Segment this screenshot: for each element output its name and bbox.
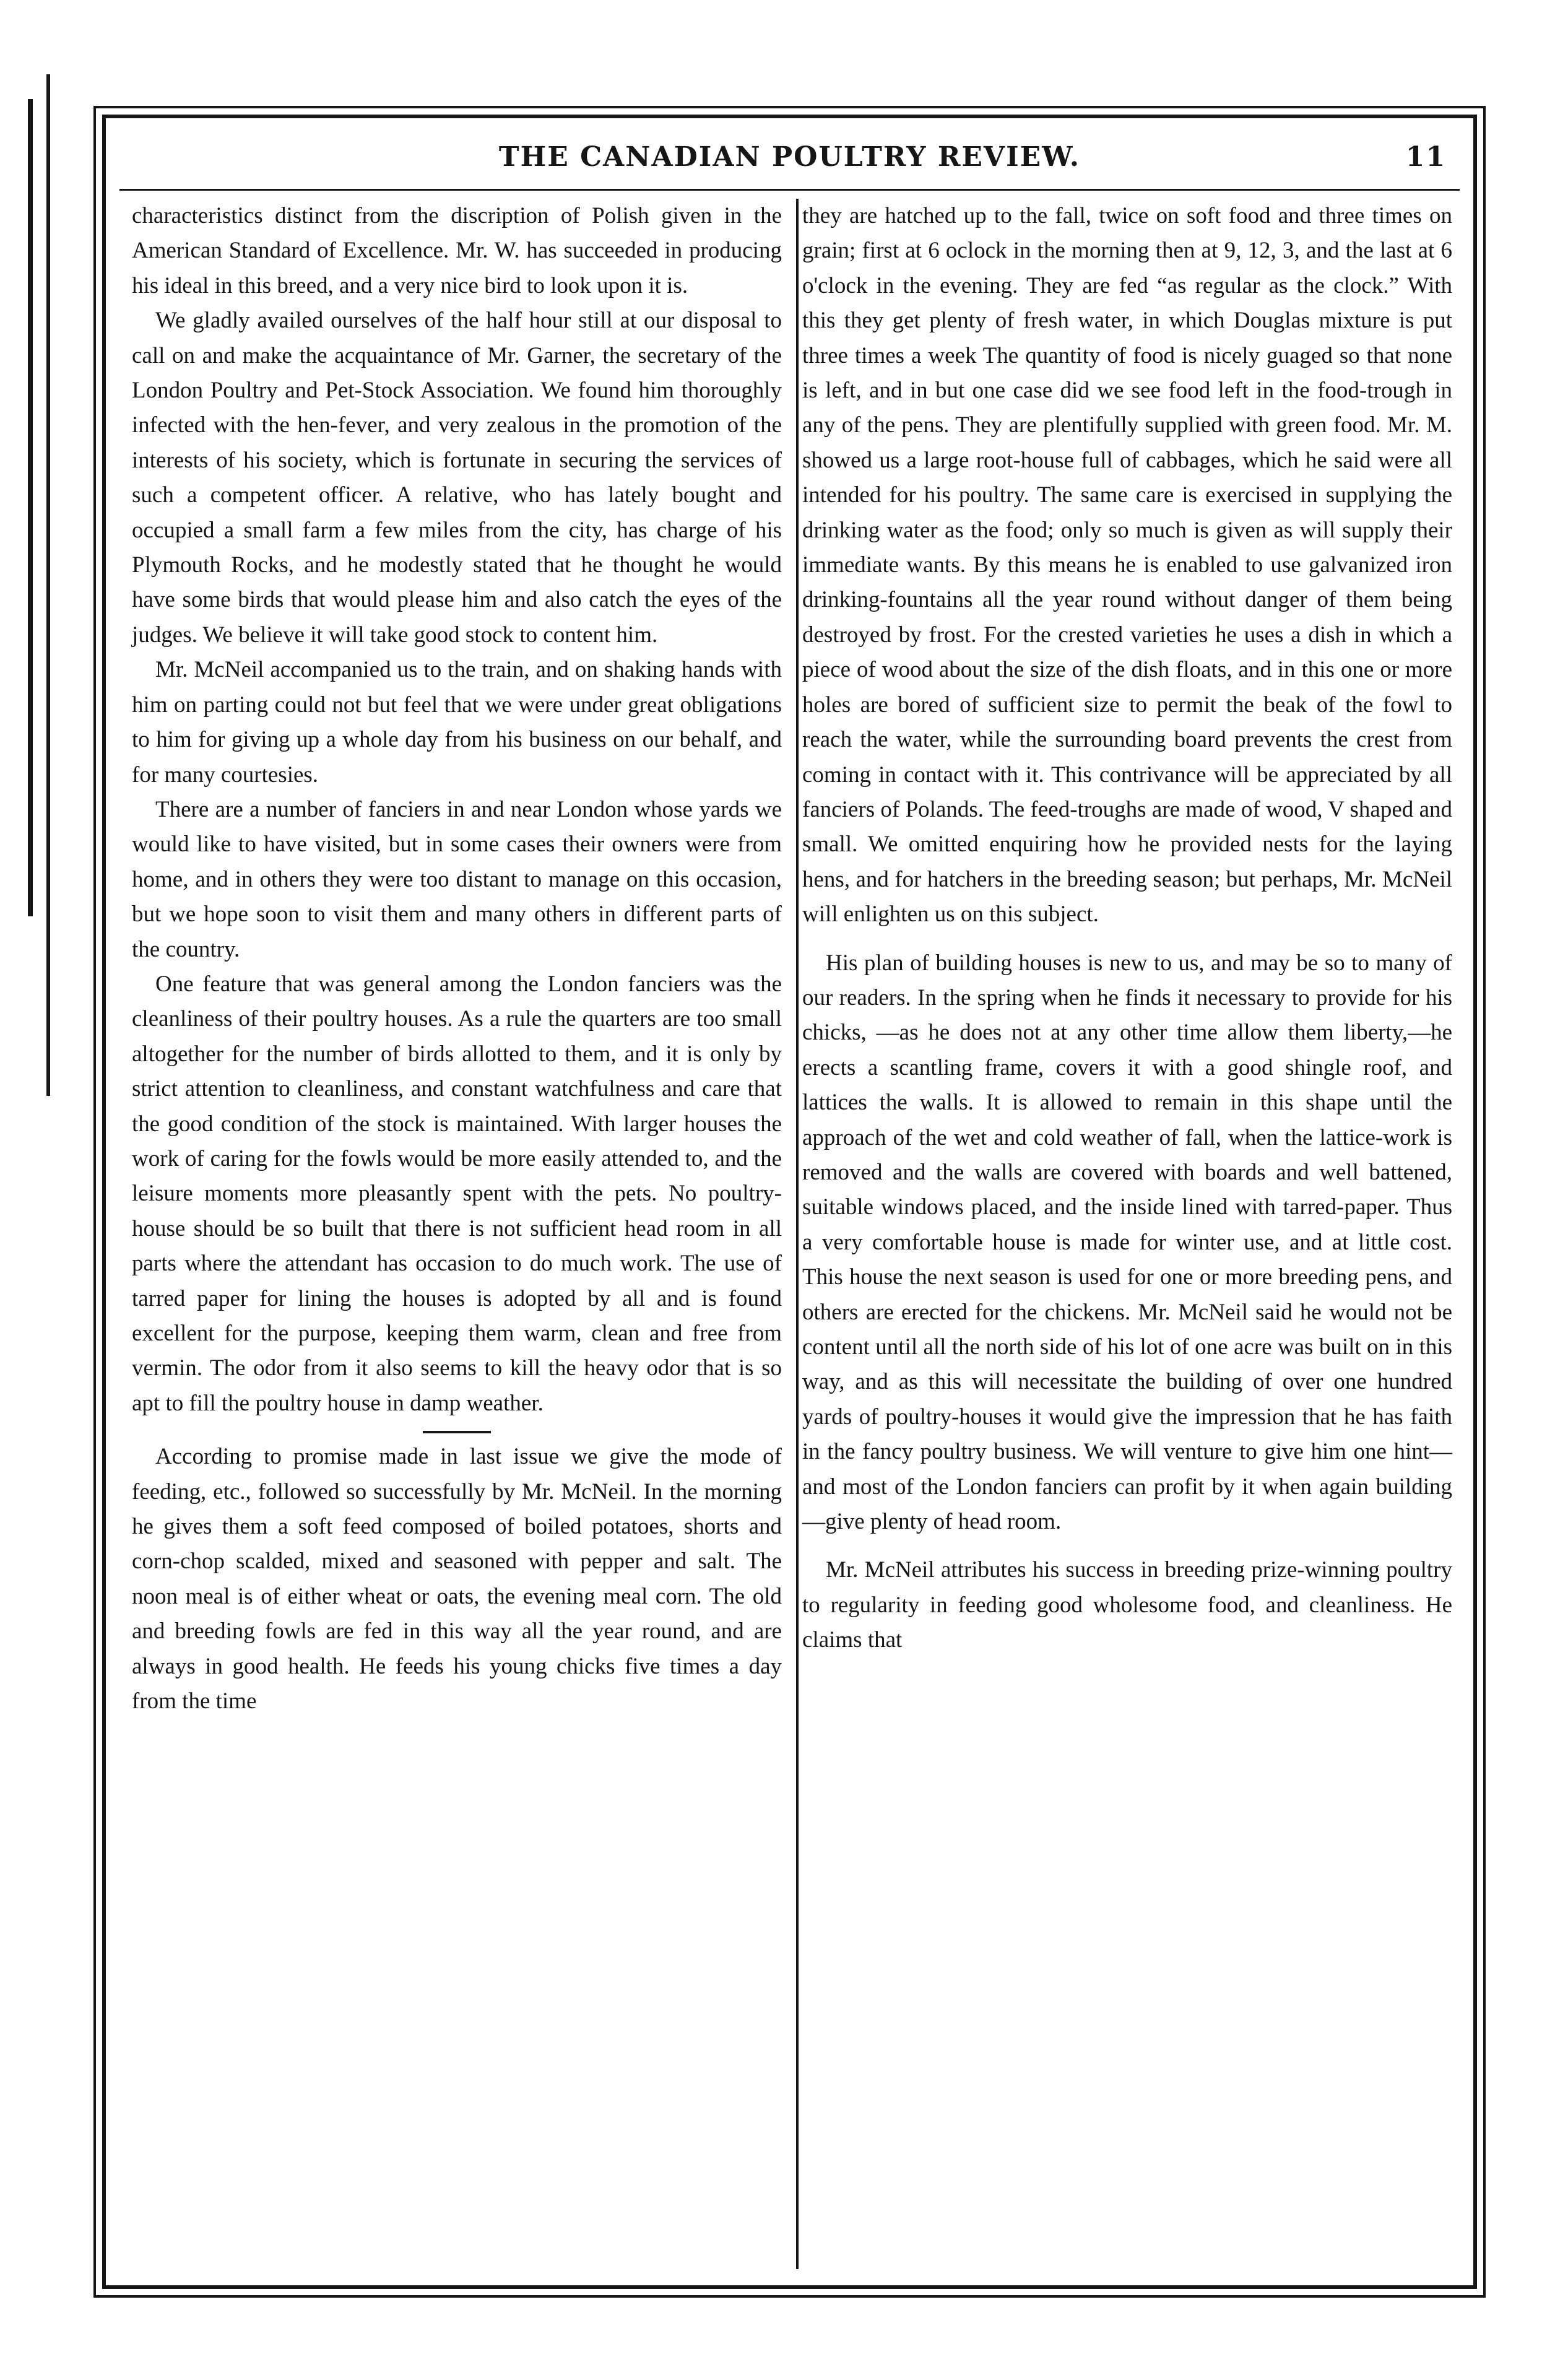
page-frame xyxy=(102,115,1477,2289)
header-rule xyxy=(119,189,1460,191)
paragraph: Mr. McNeil attributes his success in breeding prize-winning poultry to regularity in feeding good wholesome food, and cleanliness. He claims that xyxy=(802,1557,1452,1653)
paragraph: Mr. McNeil accompanied us to the train, and on shaking hands with him on parting could not but feel that we were under great obligations to him for giving up a whole day from his business on our behalf, and for many courtesies. xyxy=(132,657,782,788)
column-divider xyxy=(796,199,799,2269)
left-column xyxy=(132,199,782,2265)
left-margin-rule xyxy=(28,99,40,916)
running-header xyxy=(119,129,1460,185)
journal-title: THE CANADIAN POULTRY REVIEW. xyxy=(498,141,1081,173)
section-separator xyxy=(423,1431,491,1433)
paragraph: One feature that was general among the London fanciers was the cleanliness of their poultry houses. As a rule the quarters are too small altogether for the number of birds allotted to them, and it is only by strict attention to cleanliness, and constant watchfulness and care that the good condition of the stock is maintained. With larger houses the work of caring for the fowls would be more easily attended to, and the leisure moments more pleasantly spent with the pets. No poultry-house should be so built that there is not sufficient head room in all parts where the attendant has occasion to do much work. The use of tarred paper for lining the houses is adopted by all and is found excellent for the purpose, keeping them warm, clean and free from vermin. The odor from it also seems to kill the heavy odor that is so apt to fill the poultry house in damp weather. xyxy=(132,971,782,1416)
paragraph: His plan of building houses is new to us, and may be so to many of our readers. In the spring when he finds it necessary to provide for his chicks, —as he does not at any other time allow them liberty,—he erects a scantling frame, covers it with a good shingle roof, and lattices the walls. It is allowed to remain in this shape until the approach of the wet and cold weather of fall, when the lattice-work is removed and the walls are covered with boards and well battened, suitable windows placed, and the inside lined with tarred-paper. Thus a very comfortable house is made for winter use, and at little cost. This house the next season is used for one or more breeding pens, and others are erected for the chickens. Mr. McNeil said he would not be content until all the north side of his lot of one acre was built on in this way, and as this will necessitate the building of over one hundred yards of poultry-houses it would give the impression that he has faith in the fancy poultry business. We will venture to give him one hint—and most of the London fanciers can profit by it when again building—give plenty of head room. xyxy=(802,950,1452,1535)
paragraph: they are hatched up to the fall, twice on soft food and three times on grain; first at 6 oclock in the morning then at 9, 12, 3, and the last at 6 o'clock in the evening. They are fed “as regular as the clock.” With this they get plenty of fresh water, in which Douglas mixture is put three times a week The quantity of food is nicely guaged so that none is left, and in but one case did we see food left in the food-trough in any of the pens. They are plentifully supplied with green food. Mr. M. showed us a large root-house full of cabbages, which he said were all intended for his poultry. The same care is exercised in supplying the drinking water as the food; only so much is given as will supply their immediate wants. By this means he is enabled to use galvanized iron drinking-fountains all the year round without danger of them being destroyed by frost. For the crested varieties he uses a dish in which a piece of wood about the size of the dish floats, and in this one or more holes are bored of sufficient size to permit the beak of the fowl to reach the water, while the surrounding board prevents the crest from coming in contact with it. This contrivance will be appreciated by all fanciers of Polands. The feed-troughs are made of wood, V shaped and small. We omitted enquiring how he provided nests for the laying hens, and for hatchers in the breeding season; but perhaps, Mr. McNeil will enlighten us on this subject. xyxy=(802,203,1452,927)
paragraph: We gladly availed ourselves of the half hour still at our disposal to call on and make the acquaintance of Mr. Garner, the secretary of the London Poultry and Pet-Stock Association. We found him thoroughly infected with the hen-fever, and very zealous in the promotion of the interests of his society, which is fortunate in securing the services of such a competent officer. A relative, who has lately bought and occupied a small farm a few miles from the city, has charge of his Plymouth Rocks, and he modestly stated that he thought he would have some birds that would please him and also catch the eyes of the judges. We believe it will take good stock to content him. xyxy=(132,308,782,648)
paragraph: There are a number of fanciers in and near London whose yards we would like to have visited, but in some cases their owners were from home, and in others they were too distant to manage on this occasion, but we hope soon to visit them and many others in different parts of the country. xyxy=(132,796,782,962)
page-number: 11 xyxy=(1405,141,1446,173)
left-margin-rule-inner xyxy=(46,74,58,1096)
page-content xyxy=(119,126,1460,2272)
paragraph: characteristics distinct from the discription of Polish given in the American Standard of Excellence. Mr. W. has succeeded in producing his ideal in this breed, and a very nice bird to look upon it is. xyxy=(132,203,782,298)
right-column xyxy=(802,199,1452,2265)
paragraph: According to promise made in last issue we give the mode of feeding, etc., followed so successfully by Mr. McNeil. In the morning he gives them a soft feed composed of boiled potatoes, shorts and corn-chop scalded, mixed and seasoned with pepper and salt. The noon meal is of either wheat or oats, the evening meal corn. The old and breeding fowls are fed in this way all the year round, and are always in good health. He feeds his young chicks five times a day from the time xyxy=(132,1444,782,1714)
